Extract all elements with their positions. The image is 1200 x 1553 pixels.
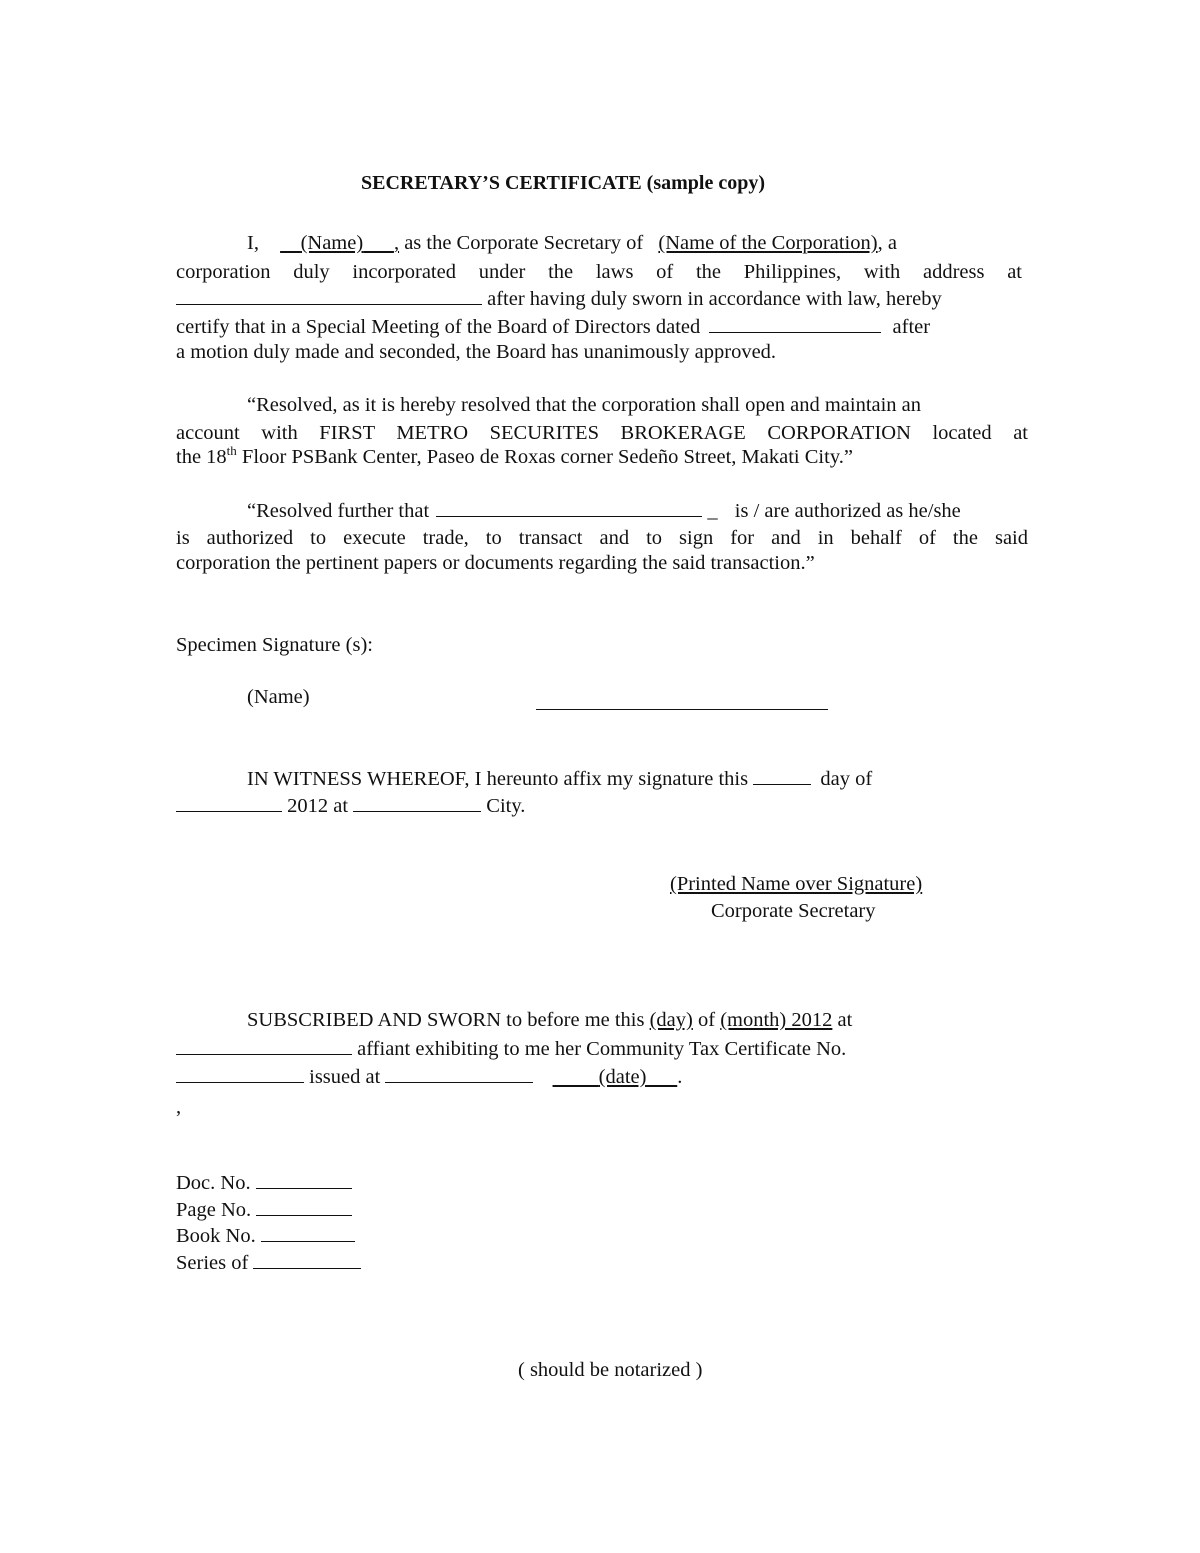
date-text: (date)	[598, 1066, 647, 1088]
page-no-row	[176, 1197, 352, 1222]
witness-year: 2012 at	[287, 795, 349, 817]
doc-no-row	[176, 1170, 352, 1195]
name-comma: ,	[393, 232, 400, 254]
doc-no-label: Doc. No.	[176, 1172, 251, 1194]
book-no-row	[176, 1223, 355, 1248]
printed-name-label: (Printed Name over Signature)	[670, 873, 923, 895]
subscribed-line3	[176, 1064, 682, 1089]
p3-line1-c: is / are authorized as he/she	[734, 500, 961, 522]
p2-line1: “Resolved, as it is hereby resolved that the corporation shall open and maintain an	[247, 394, 922, 416]
p1-line3-text: after having duly sworn in accordance with law, hereby	[487, 288, 942, 310]
subscribed-day: (day)	[649, 1009, 693, 1031]
p1-line3	[176, 286, 1024, 311]
document-title: SECRETARY’S CERTIFICATE (sample copy)	[361, 172, 766, 194]
subscribed-month-year: (month) 2012	[720, 1009, 833, 1031]
affiant-text: affiant exhibiting to me her Community Tax Certificate No.	[357, 1038, 847, 1060]
specimen-name: (Name)	[247, 686, 310, 708]
stray-comma: ,	[176, 1096, 182, 1118]
issued-place-blank	[385, 1064, 533, 1083]
book-no-blank	[261, 1223, 355, 1242]
witness-line1	[247, 766, 872, 791]
specimen-signature-line	[536, 709, 828, 710]
as-corp-sec-text: as the Corporate Secretary of	[404, 232, 644, 254]
name-text: (Name)	[300, 232, 364, 254]
book-no-label: Book No.	[176, 1225, 256, 1247]
series-blank	[253, 1250, 361, 1269]
p1-line4	[176, 314, 930, 339]
p3-line1-a: “Resolved further that	[247, 500, 430, 522]
p2-line3-a: the 18	[176, 446, 227, 468]
p2-line2: account with FIRST METRO SECURITES BROKERAGE CORPORATION located at	[176, 422, 1028, 444]
p3-line1	[247, 498, 961, 523]
witness-text: IN WITNESS WHEREOF, I hereunto affix my signature this	[247, 768, 749, 790]
p1-line4-text: certify that in a Special Meeting of the Board of Directors dated	[176, 316, 701, 338]
issued-at-text: issued at	[309, 1066, 381, 1088]
p3-underscore: _	[707, 500, 718, 522]
p3-line2: is authorized to execute trade, to transact and to sign for and in behalf of the said	[176, 527, 1028, 549]
p2-line3	[176, 443, 853, 469]
notarize-note: ( should be notarized )	[518, 1359, 703, 1381]
subscribed-line2	[176, 1036, 846, 1061]
authorized-person-blank	[436, 498, 702, 517]
page-no-label: Page No.	[176, 1199, 252, 1221]
witness-line2	[176, 793, 525, 818]
ordinal-suffix: th	[226, 443, 237, 459]
specimen-label: Specimen Signature (s):	[176, 634, 373, 656]
name-placeholder	[280, 232, 399, 254]
p2-line3-b: Floor PSBank Center, Paseo de Roxas corner Sedeño Street, Makati City.”	[241, 446, 853, 468]
p1-a: , a	[877, 232, 897, 254]
corp-name-placeholder: (Name of the Corporation)	[658, 232, 878, 254]
series-row	[176, 1250, 361, 1275]
witness-day-of: day of	[820, 768, 873, 790]
page-no-blank	[256, 1197, 352, 1216]
p1-line4-after: after	[892, 316, 931, 338]
subscribed-at: at	[837, 1009, 853, 1031]
witness-city-blank	[353, 793, 481, 812]
witness-day-blank	[753, 766, 811, 785]
p1-line1	[247, 232, 897, 255]
p1-i: I,	[247, 232, 259, 254]
witness-city: City.	[486, 795, 526, 817]
p1-line5: a motion duly made and seconded, the Board has unanimously approved.	[176, 341, 777, 363]
p3-line3: corporation the pertinent papers or documents regarding the said transaction.”	[176, 552, 815, 574]
doc-no-blank	[256, 1170, 352, 1189]
address-blank	[176, 286, 482, 305]
subscribed-text: SUBSCRIBED AND SWORN to before me this	[247, 1009, 645, 1031]
affiant-blank	[176, 1036, 352, 1055]
date-placeholder	[553, 1066, 678, 1088]
subscribed-of: of	[698, 1009, 716, 1031]
p1-line2: corporation duly incorporated under the laws of the Philippines, with address at	[176, 261, 1022, 283]
corporate-secretary-label: Corporate Secretary	[711, 900, 876, 922]
witness-month-blank	[176, 793, 282, 812]
subscribed-line1	[247, 1009, 852, 1032]
date-period: .	[677, 1066, 683, 1088]
meeting-date-blank	[709, 314, 881, 333]
series-label: Series of	[176, 1252, 249, 1274]
ctc-no-blank	[176, 1064, 304, 1083]
